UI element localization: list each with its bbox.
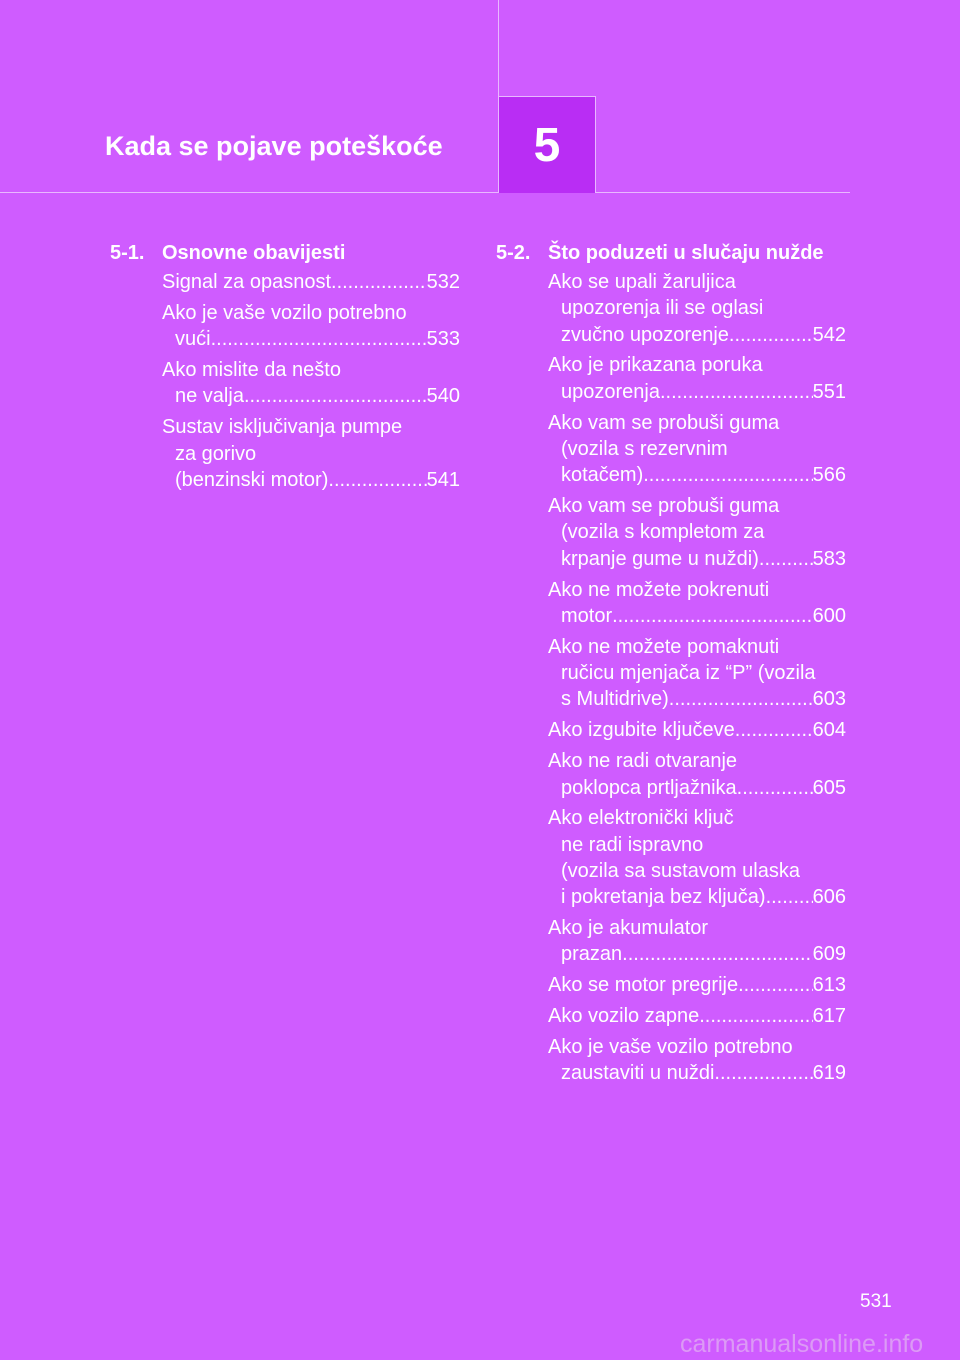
dot-leader — [714, 1060, 812, 1086]
toc-entry-line — [548, 1060, 846, 1086]
toc-entry-text: i pokretanja bez ključa) — [561, 886, 766, 909]
toc-page-number: 551 — [812, 380, 846, 403]
toc-entry-text: zvučno upozorenje... — [561, 323, 746, 346]
toc-entry[interactable] — [162, 357, 460, 410]
toc-entry-line: Ako je akumulator — [548, 917, 709, 940]
toc-page-number: 533 — [426, 328, 460, 351]
section-heading — [496, 238, 846, 269]
toc-entry-line: ručicu mjenjača iz “P” (vozila — [561, 662, 816, 685]
toc-page-number: 532 — [426, 271, 460, 293]
toc-entry-text: Ako se motor pregrije — [548, 974, 739, 997]
section-number: 5-2. — [496, 242, 531, 264]
toc-page-number: 542 — [812, 323, 846, 346]
toc-entry[interactable] — [548, 352, 846, 405]
toc-entry-line: (vozila s kompletom za — [561, 521, 765, 544]
toc-entry-text: Ako vozilo zapne — [548, 1005, 700, 1028]
toc-entry[interactable] — [162, 269, 460, 295]
section-title: Što poduzeti u slučaju nužde — [548, 242, 824, 264]
toc-entry-line — [548, 972, 846, 998]
toc-entry[interactable] — [548, 577, 846, 630]
toc-entry[interactable] — [548, 748, 846, 801]
toc-entry[interactable] — [548, 493, 846, 572]
dot-leader — [328, 467, 426, 493]
chapter-number-tab — [499, 96, 596, 193]
toc-page-number: 617 — [812, 1005, 846, 1028]
toc-entry-text: motor — [561, 604, 613, 627]
section-heading — [110, 238, 460, 269]
toc-entry[interactable] — [548, 1034, 846, 1087]
dot-leader — [669, 686, 813, 712]
toc-page-number: 619 — [812, 1062, 846, 1085]
dot-leader — [660, 379, 813, 405]
toc-entry-text: Signal za opasnost — [162, 271, 332, 293]
toc-entry-line — [548, 775, 846, 801]
toc-page-number: 606 — [812, 886, 846, 909]
toc-entry[interactable] — [548, 634, 846, 713]
toc-entry-line: za gorivo — [175, 442, 257, 465]
chapter-title: Kada se pojave poteškoće — [105, 131, 443, 161]
toc-entry-text: kotačem) — [561, 464, 644, 487]
header-rule — [0, 192, 850, 193]
toc-entry-line: Ako ne možete pomaknuti — [548, 635, 780, 658]
section-title: Osnovne obavijesti — [162, 242, 346, 264]
toc-entry-line — [548, 322, 846, 348]
toc-entry[interactable] — [548, 972, 846, 998]
toc-page-number: 600 — [812, 604, 846, 627]
toc-entry-line — [162, 269, 460, 295]
toc-page-number: 566 — [812, 464, 846, 487]
toc-entry-line — [548, 686, 846, 712]
toc-entry-text: Ako izgubite ključeve — [548, 719, 735, 742]
toc-entry-text: (benzinski motor) — [175, 468, 329, 491]
dot-leader — [735, 717, 813, 743]
toc-entry-line: (vozila s rezervnim — [561, 437, 728, 460]
toc-entry-line: Ako mislite da nešto — [162, 359, 341, 382]
section-number: 5-1. — [110, 242, 145, 264]
toc-entry-line: Ako vam se probuši guma — [548, 495, 780, 518]
dot-leader — [331, 269, 427, 295]
watermark: carmanualsonline.info — [680, 1330, 924, 1358]
toc-entry-line: Ako je vaše vozilo potrebno — [162, 301, 407, 324]
toc-entry-line: Ako vam se probuši guma — [548, 411, 780, 434]
toc-page-number: 541 — [426, 468, 460, 491]
toc-section-5-2 — [496, 238, 846, 1091]
toc-entry[interactable] — [548, 1003, 846, 1029]
chapter-number: 5 — [533, 118, 561, 172]
toc-entry-line — [548, 1003, 846, 1029]
toc-page-number: 609 — [812, 943, 846, 966]
dot-leader — [766, 884, 813, 910]
toc-entry-line — [162, 326, 460, 352]
toc-entry-text: poklopca prtljažnika — [561, 776, 737, 799]
toc-entry-text: vući — [175, 328, 211, 351]
page-number: 531 — [860, 1291, 892, 1312]
dot-leader — [612, 603, 813, 629]
toc-entry-text: ne valja — [175, 385, 244, 408]
toc-entry-text: krpanje gume u nuždi) — [561, 547, 759, 570]
toc-page-number: 604 — [812, 719, 846, 742]
toc-entry-line — [548, 546, 846, 572]
toc-entry-line — [548, 379, 846, 405]
toc-section-5-1 — [110, 238, 460, 498]
dot-leader — [622, 941, 812, 967]
dot-leader — [738, 972, 813, 998]
toc-entry-line — [548, 717, 846, 743]
dot-leader — [643, 462, 812, 488]
toc-entry-list — [496, 269, 846, 1087]
toc-page-number: 603 — [812, 688, 846, 711]
dot-leader — [211, 326, 427, 352]
toc-entry-line — [548, 462, 846, 488]
dot-leader — [244, 383, 427, 409]
toc-entry-text: zaustaviti u nuždi — [561, 1062, 715, 1085]
toc-entry-line: upozorenja ili se oglasi — [561, 297, 764, 320]
toc-entry-line — [548, 941, 846, 967]
toc-entry-text: upozorenja — [561, 380, 660, 403]
toc-entry[interactable] — [548, 915, 846, 968]
toc-entry-line: ne radi ispravno — [561, 833, 704, 856]
toc-entry-line: Ako je vaše vozilo potrebno — [548, 1036, 793, 1059]
toc-entry[interactable] — [548, 410, 846, 489]
toc-entry-line — [162, 383, 460, 409]
dot-leader — [759, 546, 813, 572]
toc-entry[interactable] — [548, 717, 846, 743]
toc-page-number: 605 — [812, 776, 846, 799]
toc-entry-line: Sustav isključivanja pumpe — [162, 416, 403, 439]
toc-entry[interactable] — [162, 300, 460, 353]
dot-leader — [699, 1003, 812, 1029]
toc-page-number: 613 — [812, 974, 846, 997]
dot-leader — [746, 322, 813, 348]
toc-entry-list — [110, 269, 460, 493]
toc-entry-text: prazan — [561, 943, 623, 966]
dot-leader — [737, 775, 813, 801]
toc-entry-text: s Multidrive) — [561, 688, 669, 711]
toc-entry-line — [548, 603, 846, 629]
toc-entry-line: Ako je prikazana poruka — [548, 354, 763, 377]
toc-entry[interactable] — [548, 269, 846, 348]
toc-entry[interactable] — [548, 805, 846, 910]
toc-page-number: 583 — [812, 547, 846, 570]
toc-entry-line: Ako ne radi otvaranje — [548, 750, 738, 773]
toc-entry-line — [548, 884, 846, 910]
toc-entry-line: Ako elektronički ključ — [548, 807, 734, 830]
toc-page-number: 540 — [426, 385, 460, 408]
toc-entry-line — [162, 467, 460, 493]
toc-entry[interactable] — [162, 414, 460, 493]
toc-entry-line: (vozila sa sustavom ulaska — [561, 859, 800, 882]
toc-entry-line: Ako se upali žaruljica — [548, 271, 736, 293]
toc-entry-line: Ako ne možete pokrenuti — [548, 578, 770, 601]
